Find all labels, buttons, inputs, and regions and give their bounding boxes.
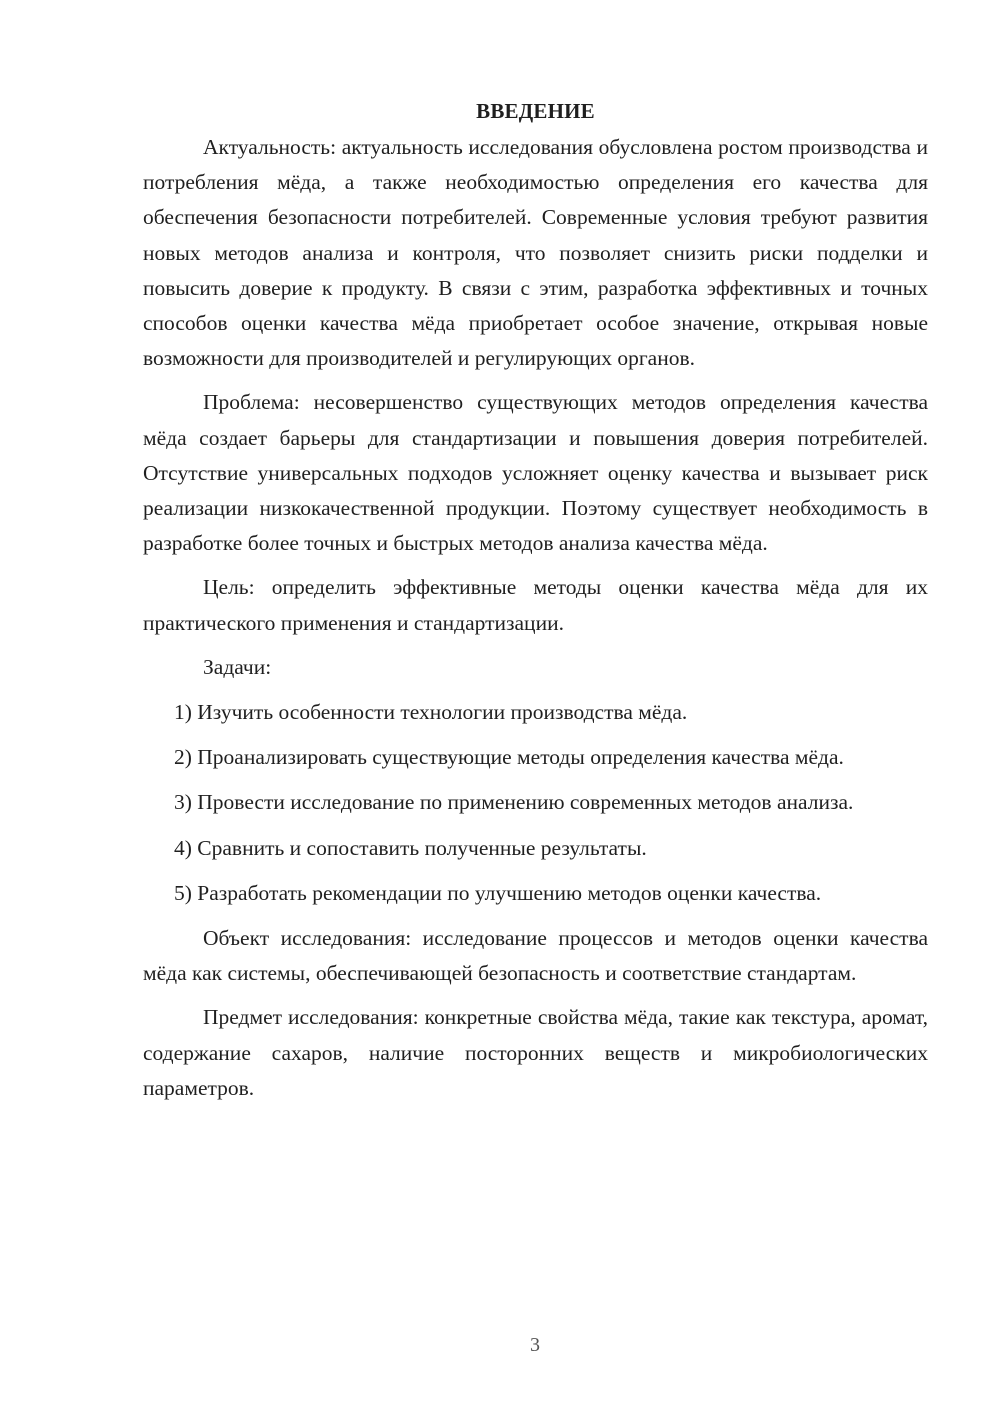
task-item-5: 5) Разработать рекомендации по улучшению методов оценки качества.: [174, 880, 822, 905]
page-number: 3: [530, 1334, 540, 1356]
relevance-paragraph: Актуальность: актуальность исследования обусловлена ростом производства и потребления мёда, а также необходимостью определения его качества для обеспечения безопасности потребителей. Современные условия требуют развития новых методов анализа и контроля, что позволяет снизить риски подделки и повысить доверие к продукту. В связи с этим, разработка эффективных и точных способов оценки качества мёда приобретает особое значение, открывая новые возможности для производителей и регулирующих органов.: [143, 135, 928, 371]
task-item-2: 2) Проанализировать существующие методы определения качества мёда.: [174, 745, 844, 770]
section-heading: ВВЕДЕНИЕ: [476, 99, 595, 123]
object-paragraph: Объект исследования: исследование процессов и методов оценки качества мёда как системы, обеспечивающей безопасность и соответствие стандартам.: [143, 926, 928, 986]
problem-paragraph: Проблема: несовершенство существующих методов определения качества мёда создает барьеры для стандартизации и повышения доверия потребителей. Отсутствие универсальных подходов усложняет оценку качества и вызывает риск реализации низкокачественной продукции. Поэтому существует необходимость в разработке более точных и быстрых методов анализа качества мёда.: [143, 390, 928, 556]
page-content: [143, 96, 928, 1115]
goal-paragraph: Цель: определить эффективные методы оценки качества мёда для их практического применения и стандартизации.: [143, 575, 928, 635]
task-item-3: 3) Провести исследование по применению современных методов анализа.: [174, 790, 854, 815]
task-item-1: 1) Изучить особенности технологии производства мёда.: [174, 700, 688, 725]
subject-paragraph: Предмет исследования: конкретные свойства мёда, такие как текстура, аромат, содержание сахаров, наличие посторонних веществ и микробиологических параметров.: [143, 1005, 928, 1100]
task-item-4: 4) Сравнить и сопоставить полученные результаты.: [174, 835, 647, 860]
tasks-label: Задачи:: [203, 654, 272, 679]
